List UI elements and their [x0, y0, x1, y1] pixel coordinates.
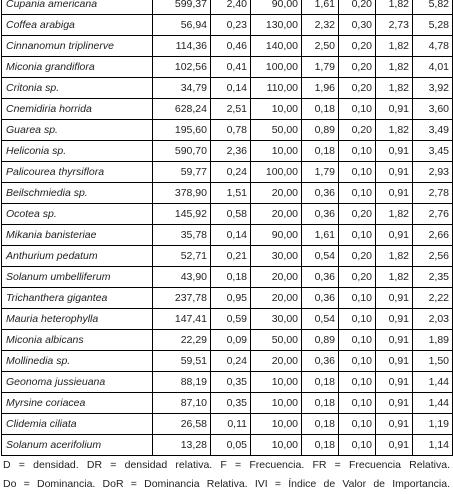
value-cell: 1,89	[413, 330, 453, 351]
species-name-cell: Miconia grandiflora	[2, 57, 153, 78]
value-cell: 0,10	[339, 414, 376, 435]
value-cell: 0,59	[211, 309, 251, 330]
species-name-cell: Solanum acerifolium	[2, 435, 153, 456]
table-footnote	[3, 456, 450, 494]
value-cell: 0,18	[302, 435, 339, 456]
value-cell: 0,10	[339, 435, 376, 456]
value-cell: 0,91	[376, 183, 413, 204]
value-cell: 110,00	[251, 78, 302, 99]
value-cell: 0,20	[339, 0, 376, 15]
table-row	[2, 246, 453, 267]
value-cell: 1,61	[302, 0, 339, 15]
table-row	[2, 267, 453, 288]
value-cell: 87,10	[153, 393, 211, 414]
table-row	[2, 414, 453, 435]
table-row	[2, 183, 453, 204]
table-row	[2, 393, 453, 414]
value-cell: 52,71	[153, 246, 211, 267]
species-name-cell: Coffea arabiga	[2, 15, 153, 36]
value-cell: 0,18	[302, 372, 339, 393]
value-cell: 1,79	[302, 162, 339, 183]
species-name-cell: Ocotea sp.	[2, 204, 153, 225]
table-row	[2, 57, 453, 78]
value-cell: 1,50	[413, 351, 453, 372]
value-cell: 0,91	[376, 414, 413, 435]
value-cell: 2,73	[376, 15, 413, 36]
value-cell: 0,54	[302, 309, 339, 330]
value-cell: 0,91	[376, 99, 413, 120]
value-cell: 35,78	[153, 225, 211, 246]
value-cell: 1,51	[211, 183, 251, 204]
value-cell: 0,05	[211, 435, 251, 456]
value-cell: 0,21	[211, 246, 251, 267]
value-cell: 1,82	[376, 78, 413, 99]
value-cell: 0,91	[376, 372, 413, 393]
value-cell: 114,36	[153, 36, 211, 57]
table-row	[2, 99, 453, 120]
species-name-cell: Clidemia ciliata	[2, 414, 153, 435]
species-name-cell: Mauria heterophylla	[2, 309, 153, 330]
value-cell: 102,56	[153, 57, 211, 78]
value-cell: 0,10	[339, 162, 376, 183]
value-cell: 0,18	[302, 414, 339, 435]
value-cell: 4,01	[413, 57, 453, 78]
value-cell: 10,00	[251, 414, 302, 435]
table-row	[2, 0, 453, 15]
species-name-cell: Cupania americana	[2, 0, 153, 15]
value-cell: 0,78	[211, 120, 251, 141]
species-name-cell: Guarea sp.	[2, 120, 153, 141]
value-cell: 0,20	[339, 120, 376, 141]
value-cell: 0,10	[339, 372, 376, 393]
value-cell: 0,10	[339, 351, 376, 372]
value-cell: 628,24	[153, 99, 211, 120]
value-cell: 1,44	[413, 393, 453, 414]
value-cell: 20,00	[251, 183, 302, 204]
value-cell: 2,50	[302, 36, 339, 57]
value-cell: 0,18	[302, 99, 339, 120]
value-cell: 599,37	[153, 0, 211, 15]
value-cell: 10,00	[251, 372, 302, 393]
value-cell: 0,18	[211, 267, 251, 288]
value-cell: 1,44	[413, 372, 453, 393]
value-cell: 2,36	[211, 141, 251, 162]
species-name-cell: Mikania banisteriae	[2, 225, 153, 246]
table-row	[2, 120, 453, 141]
value-cell: 0,23	[211, 15, 251, 36]
value-cell: 0,35	[211, 393, 251, 414]
species-name-cell: Heliconia sp.	[2, 141, 153, 162]
value-cell: 2,76	[413, 204, 453, 225]
value-cell: 0,20	[339, 78, 376, 99]
value-cell: 147,41	[153, 309, 211, 330]
value-cell: 1,96	[302, 78, 339, 99]
value-cell: 56,94	[153, 15, 211, 36]
value-cell: 30,00	[251, 309, 302, 330]
value-cell: 0,14	[211, 225, 251, 246]
value-cell: 0,10	[339, 225, 376, 246]
species-name-cell: Anthurium pedatum	[2, 246, 153, 267]
value-cell: 0,10	[339, 141, 376, 162]
value-cell: 43,90	[153, 267, 211, 288]
value-cell: 100,00	[251, 57, 302, 78]
value-cell: 0,11	[211, 414, 251, 435]
table-row	[2, 141, 453, 162]
value-cell: 2,78	[413, 183, 453, 204]
value-cell: 90,00	[251, 0, 302, 15]
value-cell: 0,95	[211, 288, 251, 309]
value-cell: 10,00	[251, 393, 302, 414]
table-row	[2, 372, 453, 393]
value-cell: 0,36	[302, 351, 339, 372]
species-name-cell: Palicourea thyrsiflora	[2, 162, 153, 183]
value-cell: 1,79	[302, 57, 339, 78]
species-name-cell: Critonia sp.	[2, 78, 153, 99]
value-cell: 1,82	[376, 57, 413, 78]
value-cell: 0,20	[339, 246, 376, 267]
footnote-line-1: D = densidad. DR = densidad relativa. F = Frecuencia. FR = Frecuencia Relativa.	[3, 459, 450, 471]
value-cell: 0,10	[339, 183, 376, 204]
value-cell: 0,14	[211, 78, 251, 99]
value-cell: 140,00	[251, 36, 302, 57]
table-row	[2, 204, 453, 225]
value-cell: 0,30	[339, 15, 376, 36]
value-cell: 22,29	[153, 330, 211, 351]
table-row	[2, 309, 453, 330]
value-cell: 0,54	[302, 246, 339, 267]
value-cell: 0,36	[302, 267, 339, 288]
value-cell: 2,93	[413, 162, 453, 183]
value-cell: 0,41	[211, 57, 251, 78]
table-row	[2, 351, 453, 372]
value-cell: 0,18	[302, 393, 339, 414]
value-cell: 10,00	[251, 141, 302, 162]
species-name-cell: Cinnanomun triplinerve	[2, 36, 153, 57]
value-cell: 0,89	[302, 120, 339, 141]
footnote-line-2: Do = Dominancia. DoR = Dominancia Relativa. IVI = Índice de Valor de Importancia.	[3, 478, 450, 490]
table-row	[2, 15, 453, 36]
value-cell: 237,78	[153, 288, 211, 309]
value-cell: 50,00	[251, 330, 302, 351]
table-row	[2, 330, 453, 351]
value-cell: 0,10	[339, 393, 376, 414]
value-cell: 10,00	[251, 99, 302, 120]
value-cell: 90,00	[251, 225, 302, 246]
value-cell: 0,35	[211, 372, 251, 393]
value-cell: 1,82	[376, 267, 413, 288]
value-cell: 20,00	[251, 267, 302, 288]
value-cell: 0,91	[376, 162, 413, 183]
value-cell: 59,51	[153, 351, 211, 372]
table-body	[2, 0, 453, 456]
table-row	[2, 36, 453, 57]
value-cell: 5,28	[413, 15, 453, 36]
value-cell: 0,91	[376, 351, 413, 372]
value-cell: 2,40	[211, 0, 251, 15]
value-cell: 20,00	[251, 204, 302, 225]
value-cell: 2,56	[413, 246, 453, 267]
value-cell: 1,82	[376, 36, 413, 57]
value-cell: 1,82	[376, 204, 413, 225]
value-cell: 3,60	[413, 99, 453, 120]
value-cell: 0,36	[302, 288, 339, 309]
value-cell: 59,77	[153, 162, 211, 183]
value-cell: 0,10	[339, 99, 376, 120]
value-cell: 1,14	[413, 435, 453, 456]
value-cell: 0,10	[339, 330, 376, 351]
value-cell: 590,70	[153, 141, 211, 162]
value-cell: 0,20	[339, 204, 376, 225]
value-cell: 0,91	[376, 309, 413, 330]
value-cell: 130,00	[251, 15, 302, 36]
value-cell: 13,28	[153, 435, 211, 456]
value-cell: 0,91	[376, 435, 413, 456]
species-name-cell: Myrsine coriacea	[2, 393, 153, 414]
table-row	[2, 435, 453, 456]
value-cell: 50,00	[251, 120, 302, 141]
value-cell: 1,82	[376, 0, 413, 15]
value-cell: 0,10	[339, 309, 376, 330]
value-cell: 10,00	[251, 435, 302, 456]
value-cell: 0,89	[302, 330, 339, 351]
species-name-cell: Mollinedia sp.	[2, 351, 153, 372]
value-cell: 0,91	[376, 141, 413, 162]
value-cell: 1,82	[376, 120, 413, 141]
value-cell: 1,61	[302, 225, 339, 246]
value-cell: 100,00	[251, 162, 302, 183]
value-cell: 3,92	[413, 78, 453, 99]
value-cell: 0,18	[302, 141, 339, 162]
value-cell: 0,20	[339, 267, 376, 288]
value-cell: 0,09	[211, 330, 251, 351]
table-row	[2, 288, 453, 309]
value-cell: 0,20	[339, 57, 376, 78]
value-cell: 26,58	[153, 414, 211, 435]
value-cell: 0,91	[376, 330, 413, 351]
table-row	[2, 78, 453, 99]
value-cell: 88,19	[153, 372, 211, 393]
value-cell: 2,32	[302, 15, 339, 36]
value-cell: 0,36	[302, 183, 339, 204]
species-name-cell: Cnemidiria horrida	[2, 99, 153, 120]
value-cell: 1,82	[376, 246, 413, 267]
value-cell: 0,58	[211, 204, 251, 225]
value-cell: 378,90	[153, 183, 211, 204]
species-name-cell: Geonoma jussieuana	[2, 372, 153, 393]
value-cell: 2,51	[211, 99, 251, 120]
value-cell: 145,92	[153, 204, 211, 225]
value-cell: 20,00	[251, 288, 302, 309]
table-row	[2, 225, 453, 246]
species-name-cell: Trichanthera gigantea	[2, 288, 153, 309]
value-cell: 0,36	[302, 204, 339, 225]
value-cell: 0,91	[376, 288, 413, 309]
species-name-cell: Solanum umbelliferum	[2, 267, 153, 288]
table-row	[2, 162, 453, 183]
value-cell: 0,10	[339, 288, 376, 309]
importance-value-table	[1, 0, 453, 456]
value-cell: 5,82	[413, 0, 453, 15]
value-cell: 2,22	[413, 288, 453, 309]
value-cell: 0,46	[211, 36, 251, 57]
value-cell: 0,20	[339, 36, 376, 57]
value-cell: 0,24	[211, 162, 251, 183]
value-cell: 3,45	[413, 141, 453, 162]
value-cell: 0,91	[376, 225, 413, 246]
value-cell: 34,79	[153, 78, 211, 99]
value-cell: 3,49	[413, 120, 453, 141]
value-cell: 0,91	[376, 393, 413, 414]
species-name-cell: Miconia albicans	[2, 330, 153, 351]
value-cell: 1,19	[413, 414, 453, 435]
species-name-cell: Beilschmiedia sp.	[2, 183, 153, 204]
value-cell: 2,03	[413, 309, 453, 330]
value-cell: 195,60	[153, 120, 211, 141]
value-cell: 30,00	[251, 246, 302, 267]
value-cell: 0,24	[211, 351, 251, 372]
value-cell: 4,78	[413, 36, 453, 57]
value-cell: 20,00	[251, 351, 302, 372]
value-cell: 2,35	[413, 267, 453, 288]
value-cell: 2,66	[413, 225, 453, 246]
